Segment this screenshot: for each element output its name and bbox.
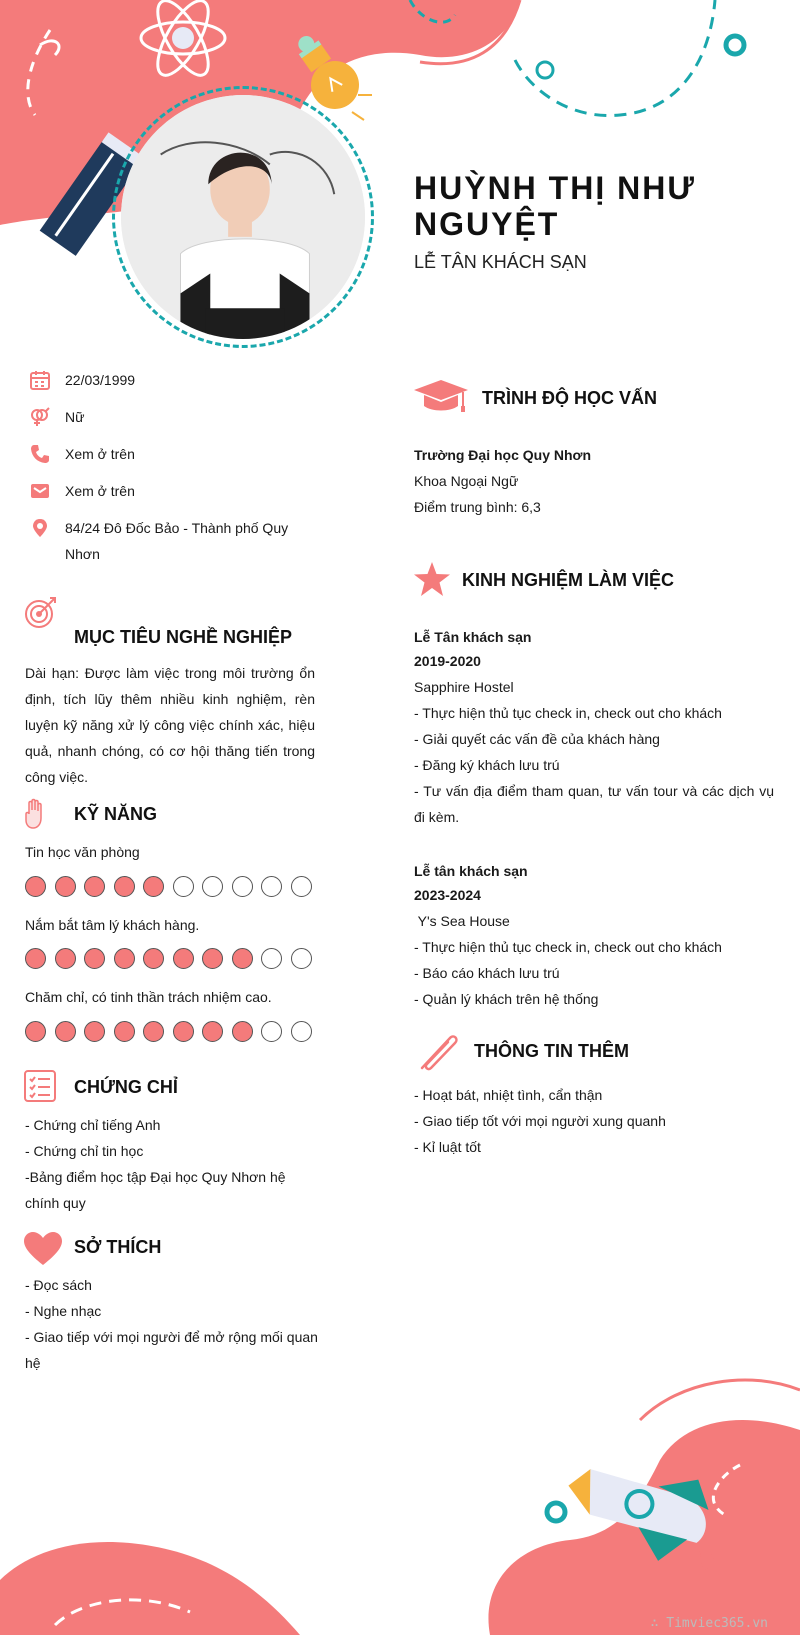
rating-dot-empty [261,1021,282,1042]
teal-ring [726,36,744,54]
faculty: Khoa Ngoại Ngữ [414,473,519,489]
objective-title: MỤC TIÊU NGHỀ NGHIỆP [74,627,293,647]
skills-title: KỸ NĂNG [74,804,158,824]
rating-dot-filled [114,1021,135,1042]
rating-dot-filled [25,948,46,969]
rating-dot-filled [202,948,223,969]
skill-name: Nắm bắt tâm lý khách hàng. [25,917,200,933]
rating-dot-filled [84,948,105,969]
rating-dot-filled [173,1021,194,1042]
rating-dot-filled [84,1021,105,1042]
job-duty: - Quản lý khách trên hệ thống [414,991,599,1007]
education-title: TRÌNH ĐỘ HỌC VẤN [482,388,657,408]
rating-dot-filled [55,876,76,897]
contact-text: Xem ở trên [65,483,135,499]
rating-dot-empty [291,948,312,969]
certificate-item: -Bảng điểm học tập Đại học Quy Nhơn hệ chính quy [25,1169,286,1211]
checklist-icon [24,1070,56,1102]
job-duty: - Báo cáo khách lưu trú [414,965,560,981]
rating-dot-filled [143,1021,164,1042]
job-duty: - Giải quyết các vấn đề của khách hàng [414,731,660,747]
rating-dot-empty [232,876,253,897]
job-period: 2023-2024 [414,887,481,903]
rating-dot-filled [173,948,194,969]
rating-dot-filled [202,1021,223,1042]
rating-dot-empty [291,876,312,897]
contact-text: Xem ở trên [65,446,135,462]
contact-text: Nữ [65,409,85,425]
rating-dot-filled [55,1021,76,1042]
school-name: Trường Đại học Quy Nhơn [414,447,592,463]
skill-name: Chăm chỉ, có tinh thần trách nhiệm cao. [25,989,272,1005]
person-avatar [121,95,365,339]
skill-rating [25,876,312,897]
certificates-title: CHỨNG CHỈ [74,1077,178,1097]
certificate-item: - Chứng chỉ tiếng Anh [25,1117,161,1133]
rating-dot-filled [25,1021,46,1042]
extra-title: THÔNG TIN THÊM [474,1041,629,1061]
hobby-item: - Giao tiếp với mọi người để mở rộng mối quan hệ [25,1329,318,1371]
contact-text: 84/24 Đô Đốc Bảo - Thành phố Quy Nhơn [65,520,289,562]
contact-text: 22/03/1999 [65,372,136,388]
extra-item: - Kỉ luật tốt [414,1139,481,1155]
rating-dot-filled [25,876,46,897]
job-duty: - Tư vấn địa điểm tham quan, tư vấn tour và các dịch vụ đi kèm. [414,783,774,825]
bottom-left-blob [0,1542,300,1635]
hobbies-title: SỞ THÍCH [74,1237,162,1257]
hand-icon [24,798,48,830]
extra-item: - Giao tiếp tốt với mọi người xung quanh [414,1113,666,1129]
rating-dot-empty [202,876,223,897]
contact-gender [30,404,330,430]
contact-phone[interactable] [30,441,330,467]
hobby-item: - Nghe nhạc [25,1303,102,1319]
certificate-item: - Chứng chỉ tin học [25,1143,144,1159]
target-icon [24,595,58,629]
watermark: ∴ Timviec365.vn [650,1616,768,1631]
rating-dot-filled [114,948,135,969]
rating-dot-filled [143,876,164,897]
skill-rating [25,1021,312,1042]
rating-dot-empty [173,876,194,897]
gender-icon [30,407,50,427]
rating-dot-filled [84,876,105,897]
job-duty: - Thực hiện thủ tục check in, check out cho khách [414,705,722,721]
candidate-name: HUỲNH THỊ NHƯ NGUYỆT [414,170,696,242]
job-period: 2019-2020 [414,653,481,669]
paperclip-icon [414,1032,460,1072]
job-duty: - Thực hiện thủ tục check in, check out cho khách [414,939,722,955]
profile-photo-frame [112,86,374,348]
job-company: Sapphire Hostel [414,679,514,695]
skill-rating [25,948,312,969]
gpa: Điểm trung bình: 6,3 [414,499,541,515]
job-company: Y's Sea House [414,913,510,929]
rating-dot-empty [261,876,282,897]
skill-name: Tin học văn phòng [25,844,140,860]
heart-icon [24,1232,62,1266]
rating-dot-empty [291,1021,312,1042]
hobby-item: - Đọc sách [25,1277,92,1293]
rating-dot-filled [143,948,164,969]
calendar-icon [30,370,50,390]
rating-dot-filled [232,1021,253,1042]
experience-title: KINH NGHIỆM LÀM VIỆC [462,570,675,590]
contact-address [30,515,300,567]
job-position: Lễ Tân khách sạn [414,629,532,645]
phone-icon [30,444,50,464]
email-icon [30,481,50,501]
job-position: Lễ tân khách sạn [414,863,528,879]
contact-dob [30,367,330,393]
rating-dot-filled [232,948,253,969]
job-title: LỄ TÂN KHÁCH SẠN [414,252,587,272]
graduation-cap-icon [414,380,468,414]
location-pin-icon [30,518,50,538]
extra-item: - Hoạt bát, nhiệt tình, cẩn thận [414,1087,603,1103]
job-duty: - Đăng ký khách lưu trú [414,757,560,773]
contact-email[interactable] [30,478,330,504]
rating-dot-filled [114,876,135,897]
profile-photo [121,95,365,339]
rating-dot-filled [55,948,76,969]
star-icon [414,562,450,596]
objective-text: Dài hạn: Được làm việc trong môi trường ổn định, tích lũy thêm nhiều kinh nghiệm, rèn luyện kỹ năng xử lý công việc chính xác, hiệu quả, nhanh chóng, có cơ hội thăng tiến trong công việc. [25,665,315,785]
rating-dot-empty [261,948,282,969]
